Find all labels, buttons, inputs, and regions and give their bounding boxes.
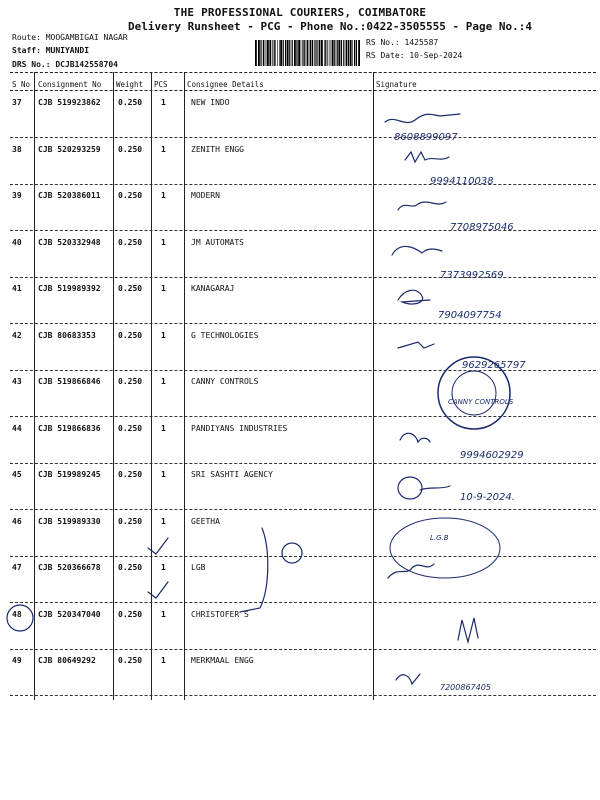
consignment-number-cell: CJB 520332948 (38, 237, 101, 247)
signature-scribble (420, 486, 450, 490)
pcs-cell: 1 (161, 470, 166, 479)
page-subtitle: Delivery Runsheet - PCG - Phone No.:0422-3505555 - Page No.:4 (128, 20, 532, 33)
signature-scribble (388, 564, 434, 578)
consignee-cell: NEW INDO (191, 98, 230, 107)
consignment-number-cell: CJB 520386011 (38, 191, 101, 200)
date-note: 10-9-2024. (460, 492, 515, 503)
col-header-weight: Weight (116, 80, 144, 89)
serial-number-cell: 46 (12, 516, 22, 526)
consignment-number-cell: CJB 519866836 (38, 423, 101, 433)
weight-cell: 0.250 (118, 423, 143, 433)
consignee-cell: SRI SASHTI AGENCY (191, 470, 273, 479)
phone-note: 8608899097 (394, 132, 458, 143)
consignee-cell: CHRISTOFER S (191, 609, 249, 619)
weight-cell: 0.250 (118, 98, 143, 107)
consignment-number-cell: CJB 519866846 (38, 377, 101, 386)
consignee-cell: G TECHNOLOGIES (191, 330, 259, 340)
signature-scribble (398, 342, 434, 348)
signature-scribble (405, 152, 449, 162)
consignment-number-cell: CJB 520366678 (38, 563, 101, 572)
col-header-sno: S No (12, 80, 31, 89)
company-stamp-icon (390, 518, 500, 578)
pcs-cell: 1 (161, 563, 166, 572)
weight-cell: 0.250 (118, 656, 143, 665)
col-header-consignee: Consignee Details (187, 80, 264, 89)
signature-scribble (396, 674, 420, 684)
signature-scribble (398, 290, 430, 304)
serial-number-cell: 40 (12, 237, 22, 247)
pcs-cell: 1 (161, 656, 166, 665)
serial-circle-icon (7, 605, 33, 631)
weight-cell: 0.250 (118, 191, 143, 200)
phone-note: 7708975046 (450, 222, 514, 233)
consignee-cell: MERKMAAL ENGG (191, 656, 254, 665)
consignment-number-cell: CJB 80649292 (38, 656, 96, 665)
company-stamp-icon (452, 371, 496, 415)
consignment-number-cell: CJB 520347040 (38, 609, 101, 619)
signature-scribble (400, 433, 430, 442)
weight-cell: 0.250 (118, 563, 143, 572)
consignment-number-cell: CJB 519989330 (38, 516, 101, 526)
serial-number-cell: 42 (12, 330, 22, 340)
signature-scribble (458, 618, 478, 642)
serial-number-cell: 45 (12, 470, 22, 479)
stamp-text: L.G.B (430, 534, 449, 542)
phone-note: 9629265797 (462, 360, 526, 371)
weight-cell: 0.250 (118, 470, 143, 479)
signature-scribble (398, 477, 422, 499)
serial-number-cell: 48 (12, 609, 22, 619)
pcs-cell: 1 (161, 144, 166, 154)
pcs-cell: 1 (161, 191, 166, 200)
consignee-cell: JM AUTOMATS (191, 237, 244, 247)
drs-label: DRS No.: DCJB142558704 (12, 60, 118, 69)
phone-note: 7904097754 (438, 310, 502, 321)
pcs-cell: 1 (161, 98, 166, 107)
serial-number-cell: 41 (12, 284, 22, 293)
weight-cell: 0.250 (118, 609, 143, 619)
route-label: Route: MOOGAMBIGAI NAGAR (12, 33, 128, 42)
serial-number-cell: 47 (12, 563, 22, 572)
page-title: THE PROFESSIONAL COURIERS, COIMBATORE (173, 6, 427, 19)
phone-note: 9994602929 (460, 450, 524, 461)
signature-scribble (392, 246, 442, 255)
weight-cell: 0.250 (118, 284, 143, 293)
consignee-cell: CANNY CONTROLS (191, 377, 259, 386)
consignee-cell: MODERN (191, 191, 220, 200)
consignee-cell: LGB (191, 563, 206, 572)
phone-note: 7373992569 (440, 270, 504, 281)
col-header-consignment: Consignment No (38, 80, 102, 89)
initials-mark (282, 543, 302, 563)
consignee-cell: GEETHA (191, 516, 220, 526)
bracket-mark (240, 528, 268, 612)
consignment-number-cell: CJB 80683353 (38, 330, 96, 340)
consignee-cell: ZENITH ENGG (191, 144, 244, 154)
serial-number-cell: 37 (12, 98, 22, 107)
serial-number-cell: 44 (12, 423, 22, 433)
pcs-cell: 1 (161, 609, 166, 619)
phone-note: 9994110038 (430, 176, 494, 187)
weight-cell: 0.250 (118, 144, 143, 154)
pcs-cell: 1 (161, 330, 166, 340)
consignee-cell: KANAGARAJ (191, 284, 235, 293)
serial-number-cell: 43 (12, 377, 22, 386)
col-header-pcs: PCS (154, 80, 168, 89)
weight-cell: 0.250 (118, 377, 143, 386)
consignee-cell: PANDIYANS INDUSTRIES (191, 423, 288, 433)
tick-mark-icon (148, 582, 168, 598)
serial-number-cell: 38 (12, 144, 22, 154)
rs-number: RS No.: 1425587 (366, 38, 439, 47)
serial-number-cell: 39 (12, 191, 22, 200)
signature-scribble (398, 202, 446, 210)
consignment-number-cell: CJB 519989245 (38, 470, 101, 479)
pcs-cell: 1 (161, 284, 166, 293)
consignment-number-cell: CJB 519923862 (38, 98, 101, 107)
stamp-text: CANNY CONTROLS (448, 398, 514, 406)
rs-date: RS Date: 10-Sep-2024 (366, 51, 463, 60)
signature-scribble (385, 114, 460, 123)
consignment-number-cell: CJB 519989392 (38, 284, 101, 293)
consignment-number-cell: CJB 520293259 (38, 144, 101, 154)
weight-cell: 0.250 (118, 516, 143, 526)
weight-cell: 0.250 (118, 330, 143, 340)
pcs-cell: 1 (161, 423, 166, 433)
phone-note: 7200867405 (440, 683, 491, 692)
weight-cell: 0.250 (118, 237, 143, 247)
tick-mark-icon (148, 538, 168, 554)
pcs-cell: 1 (161, 237, 166, 247)
pcs-cell: 1 (161, 377, 166, 386)
serial-number-cell: 49 (12, 656, 22, 665)
col-header-signature: Signature (376, 80, 417, 89)
staff-label: Staff: MUNIYANDI (12, 46, 90, 55)
pcs-cell: 1 (161, 516, 166, 526)
